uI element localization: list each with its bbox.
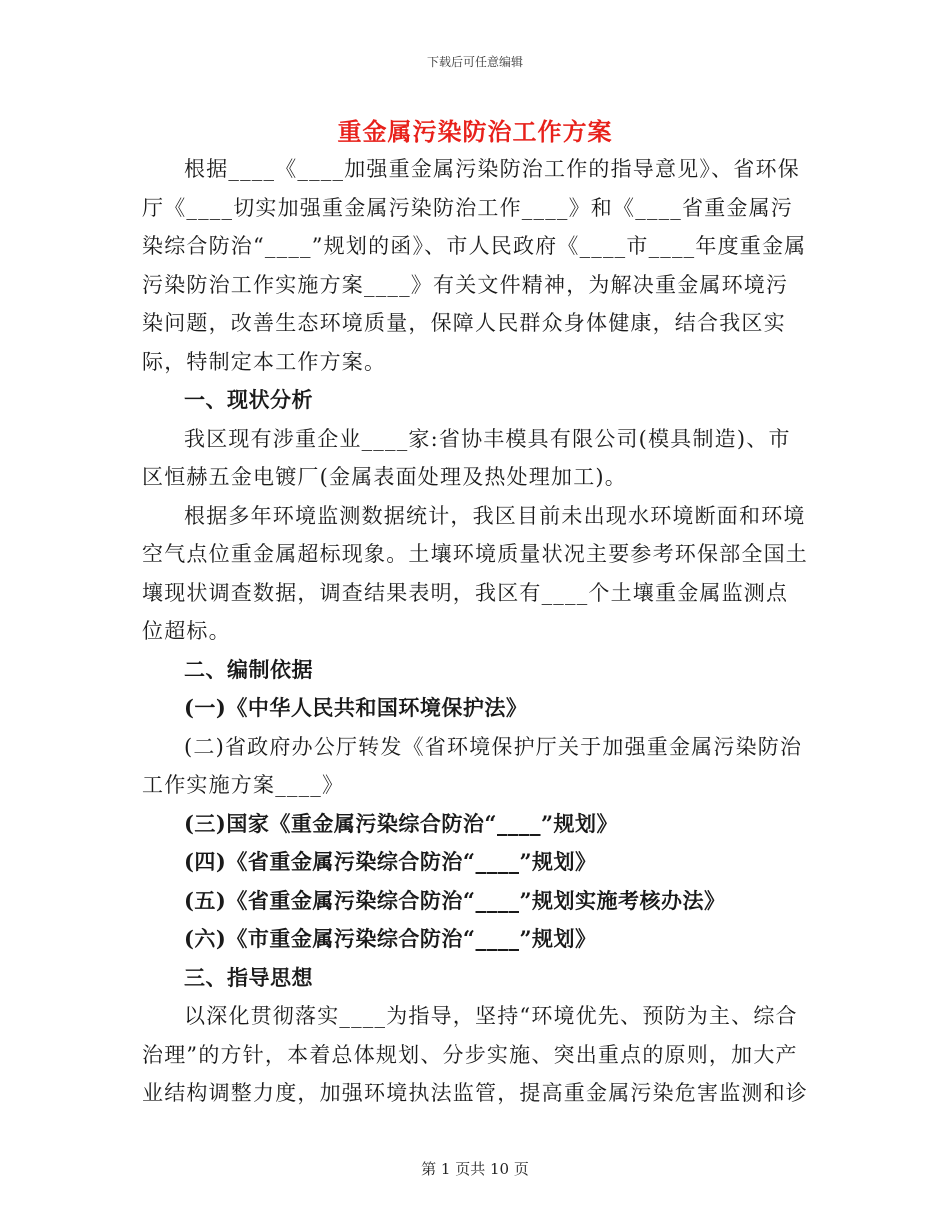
section-heading-1: 一、现状分析 [184, 387, 313, 412]
intro-paragraph: 根据____《____加强重金属污染防治工作的指导意见》、省环保厅《____切实加强重金属污染防治工作____》和《____省重金属污染综合防治“____”规划的函》、市人民政府《____市____年度重金属污染防治工作实施方案____》有关文件精神，为解决重金属环境污染问题，改善生态环境质量，保障人民群众身体健康，结合我区实际，特制定本工作方案。 [142, 157, 807, 374]
section-heading-2: 二、编制依据 [184, 656, 313, 682]
page-footer: 第 1 页共 10 页 [421, 1160, 529, 1178]
basis-item-3: (三)国家《重金属污染综合防治“____”规划》 [184, 810, 619, 836]
basis-item-2: (二)省政府办公厅转发《省环境保护厅关于加强重金属污染防治工作实施方案____》 [142, 734, 803, 797]
basis-item-5: (五)《省重金属污染综合防治“____”规划实施考核办法》 [184, 887, 726, 913]
page-header-note: 下载后可任意编辑 [426, 55, 523, 69]
basis-item-4: (四)《省重金属污染综合防治“____”规划》 [184, 849, 597, 874]
body-paragraph: 我区现有涉重企业____家:省协丰模具有限公司(模具制造)、市区恒赫五金电镀厂(金属表面处理及热处理加工)。 [142, 426, 791, 489]
basis-item-6: (六)《市重金属污染综合防治“____”规划》 [184, 926, 597, 951]
body-paragraph: 根据多年环境监测数据统计，我区目前未出现水环境断面和环境空气点位重金属超标现象。土壤环境质量状况主要参考环保部全国土壤现状调查数据，调查结果表明，我区有____个土壤重金属监测点位超标。 [142, 503, 808, 643]
section-heading-3: 三、指导思想 [184, 964, 313, 990]
document-body [142, 150, 808, 1113]
body-paragraph: 以深化贯彻落实____为指导，坚持“环境优先、预防为主、综合治理”的方针，本着总体规划、分步实施、突出重点的原则，加大产业结构调整力度，加强环境执法监管，提高重金属污染危害监测和诊 [142, 1004, 808, 1105]
basis-item-1: (一)《中华人民共和国环境保护法》 [184, 695, 528, 720]
document-title: 重金属污染防治工作方案 [337, 117, 613, 146]
